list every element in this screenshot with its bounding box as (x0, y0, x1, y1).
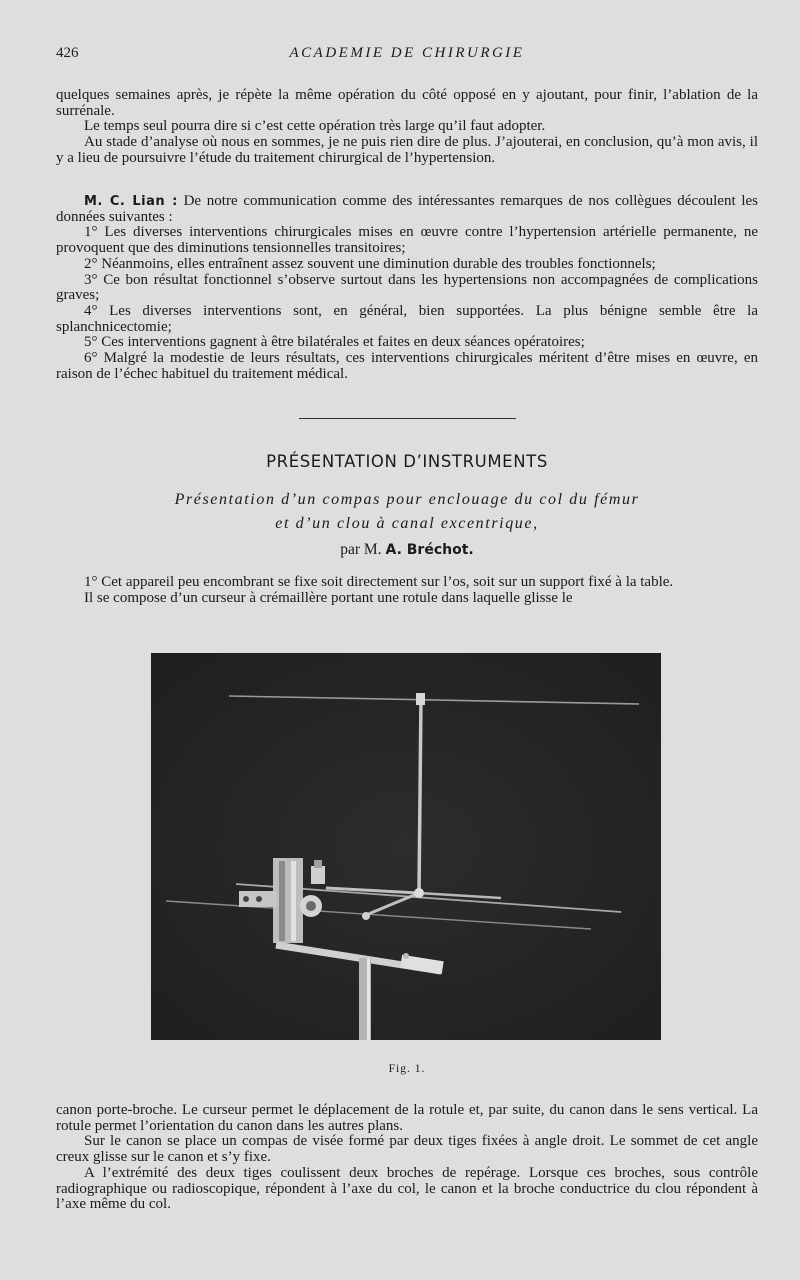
continuation-paragraph-1: canon porte-broche. Le curseur permet le déplacement de la rotule et, par suite, du canon dans le sens vertical. La rotule permet l’orientation du canon dans les autres plans. (56, 1102, 758, 1134)
figure-photo (151, 653, 661, 1040)
continuation-paragraph-2: Sur le canon se place un compas de visée formé par deux tiges fixées à angle droit. Le sommet de cet angle creux glisse sur le canon et s’y fixe. (56, 1133, 758, 1166)
lian-point: 3° Ce bon résultat fonctionnel s’observe surtout dans les hypertensions non accompagnées de complications graves; (56, 271, 758, 304)
running-head: ACADEMIE DE CHIRURGIE (289, 45, 525, 61)
intro-paragraph-2: Le temps seul pourra dire si c’est cette opération très large qu’il faut adopter. (84, 118, 546, 135)
continuation-paragraphs (56, 1103, 758, 1213)
lian-point: 2° Néanmoins, elles entraînent assez souvent une diminution durable des troubles fonctionnels; (84, 255, 656, 272)
page-number: 426 (56, 45, 79, 61)
lian-point: 4° Les diverses interventions sont, en général, bien supportées. La plus bénigne semble être la splanchnicectomie; (56, 302, 758, 335)
continuation-paragraph-3: A l’extrémité des deux tiges coulissent deux broches de repérage. Lorsque ces broches, sous contrôle radiographique ou radioscopique, répondent à l’axe du col, le canon et la broche conductrice du clou répondent à l’axe même du col. (56, 1164, 758, 1213)
presentation-title-line-1: Présentation d’un compas pour enclouage du col du fémur (174, 491, 640, 508)
page (56, 0, 758, 1280)
rack-cursor (273, 858, 303, 943)
page-header (56, 45, 758, 65)
presentation-body (56, 575, 758, 606)
instrument-photo (151, 653, 661, 1040)
lian-point: 1° Les diverses interventions chirurgicales mises en œuvre contre l’hypertension artérielle permanente, ne provoquent que des diminutions tensionnelles transitoires; (56, 224, 758, 257)
presentation-title-line-2: et d’un clou à canal excentrique, (275, 515, 539, 532)
lian-point: 6° Malgré la modestie de leurs résultats, ces interventions chirurgicales méritent d’être mises en œuvre, en raison de l’échec habituel du traitement médical. (56, 350, 758, 382)
presentation-paragraph-1: 1° Cet appareil peu encombrant se fixe soit directement sur l’os, soit sur un support fixé à la table. (84, 574, 674, 590)
presentation-author (56, 541, 758, 559)
lian-intro-text: De notre communication comme des intéressantes remarques de nos collègues découlent les données suivantes : (56, 193, 759, 225)
lian-intro (56, 194, 758, 225)
intro-paragraphs (56, 88, 758, 167)
intro-paragraph-1: quelques semaines après, je répète la même opération du côté opposé en y ajoutant, pour finir, l’ablation de la surrénale. (56, 87, 758, 119)
figure-caption: Fig. 1. (388, 1063, 426, 1075)
intro-paragraph-3: Au stade d’analyse où nous en sommes, je ne puis rien dire de plus. J’ajouterai, en conclusion, qu’à mon avis, il y a lieu de poursuivre l’étude du traitement chirurgical de l’hypertension. (56, 134, 758, 166)
lian-point: 5° Ces interventions gagnent à être bilatérales et faites en deux séances opératoires; (84, 334, 585, 351)
author-name: A. Bréchot. (385, 542, 474, 558)
adjustment-knob (311, 866, 325, 884)
lian-statement (56, 194, 758, 382)
section-title: PRÉSENTATION D’INSTRUMENTS (266, 452, 548, 471)
vertical-rod (419, 697, 421, 893)
speaker-name: M. C. Lian : (84, 194, 178, 209)
author-prefix: par M. (340, 541, 382, 558)
section-divider (299, 418, 516, 419)
presentation-paragraph-2: Il se compose d’un curseur à crémaillère portant une rotule dans laquelle glisse le (84, 589, 573, 606)
